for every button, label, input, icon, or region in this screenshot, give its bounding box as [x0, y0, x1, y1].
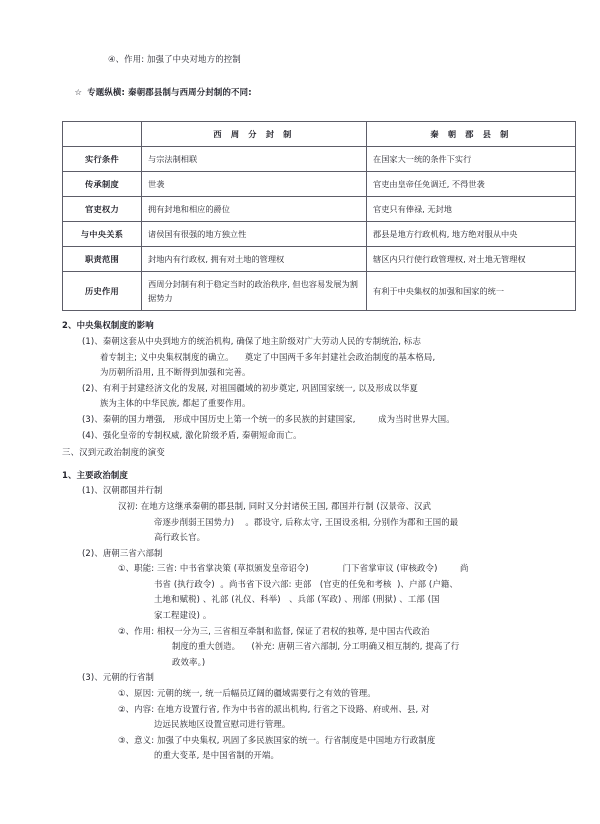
section-3-heading: 三、汉到元政治制度的演变 [62, 447, 165, 458]
tang-function-line-4: 家工程建设) 。 [154, 610, 212, 621]
header-cell-zhou: 西 周 分 封 制 [142, 122, 367, 147]
han-system-line-3: 高行政长官。 [154, 532, 206, 543]
topic-heading [62, 70, 538, 117]
row-cell-qin: 有利于中央集权的加强和国家的统一 [367, 272, 576, 311]
header-cell-qin: 秦 朝 郡 县 制 [367, 122, 576, 147]
tang-function-line-2: 书省 (执行政令) 。尚书省下设六部: 吏部 (官吏的任免和考核 )、户部 (户籍、 [154, 578, 458, 589]
han-system-line-2: 帝逐步削弱王国势力) 。郡设守, 后称太守, 王国设丞相, 分别作为郡和王国的最 [154, 516, 459, 527]
row-cell-qin: 辖区内只行使行政管理权, 对土地无管理权 [367, 247, 576, 272]
table-row [63, 197, 576, 222]
yuan-significance-line-1: ③、意义: 加强了中央集权, 巩固了多民族国家的统一。行省制度是中国地方行政制度 [118, 734, 436, 745]
tang-effect-line-2: 制度的重大创造。 (补充: 唐朝三省六部制, 分工明确又相互制约, 提高了行 [172, 641, 460, 652]
row-cell-zhou: 拥有封地和相应的爵位 [142, 197, 367, 222]
han-system-line-1: 汉初: 在地方这继承秦朝的郡县制, 同时又分封诸侯王国, 郡国并行制 (汉景帝、汉武 [118, 500, 432, 511]
section-2-item-1: (1)、秦朝这套从中央到地方的统治机构, 确保了地主阶级对广大劳动人民的专制统治, 标志 [82, 335, 421, 346]
header-cell-blank [63, 122, 142, 147]
section-2-item-1-cont-1: 着专制主; 义中央集权制度的确立。 奠定了中国两千多年封建社会政治制度的基本格局, [100, 351, 436, 362]
tang-system-title: (2)、唐朝三省六部制 [82, 547, 163, 558]
row-cell-qin: 官吏只有俸禄, 无封地 [367, 197, 576, 222]
yuan-content-line-1: ②、内容: 在地方设置行省, 作为中书省的派出机构, 行省之下设路、府或州、县, 对 [118, 703, 430, 714]
table-row [63, 272, 576, 311]
star-icon: ☆ [74, 87, 83, 98]
intro-item-4: ④、作用: 加强了中央对地方的控制 [108, 54, 241, 64]
row-cell-zhou: 世袭 [142, 172, 367, 197]
tang-function-line-3: 土地和赋税) 、礼部 (礼仪、科举) 、兵部 (军政) 、刑部 (刑狱) 、工部 (国 [154, 594, 440, 605]
table-row [63, 247, 576, 272]
section-2-item-4: (4)、强化皇帝的专制权威, 激化阶级矛盾, 秦朝短命而亡。 [82, 429, 302, 440]
yuan-content-line-2: 边远民族地区设置宣慰司进行管理。 [154, 719, 291, 730]
row-cell-qin: 在国家大一统的条件下实行 [367, 147, 576, 172]
row-cell-zhou: 与宗法制相联 [142, 147, 367, 172]
section-3-sub-heading: 1、主要政治制度 [62, 469, 129, 480]
row-cell-qin: 郡县是地方行政机构, 地方绝对服从中央 [367, 222, 576, 247]
yuan-system-title: (3)、元朝的行省制 [82, 672, 154, 683]
yuan-reason-line: ①、原因: 元朝的统一, 统一后幅员辽阔的疆域需要行之有效的管理。 [118, 688, 376, 699]
row-label: 官吏权力 [63, 197, 142, 222]
tang-function-line-1: ①、职能: 三省: 中书省掌决策 (草拟颁发皇帝诏令) 门下省掌审议 (审核政令) 尚 [118, 563, 469, 574]
row-cell-zhou: 诸侯国有很强的地方独立性 [142, 222, 367, 247]
section-2-item-2-cont: 族为主体的中华民族, 都起了重要作用。 [100, 398, 251, 409]
section-2-heading: 2、中央集权制度的影响 [62, 320, 154, 331]
yuan-significance-line-2: 的重大变革, 是中国省制的开端。 [154, 750, 279, 761]
table-row [63, 147, 576, 172]
topic-heading-text: 专题纵横: 秦朝郡县制与西周分封制的不同: [87, 87, 252, 98]
comparison-table [62, 121, 576, 311]
row-label: 历史作用 [63, 272, 142, 311]
row-cell-qin: 官吏由皇帝任免调迁, 不得世袭 [367, 172, 576, 197]
row-label: 与中央关系 [63, 222, 142, 247]
row-label: 职责范围 [63, 247, 142, 272]
han-system-title: (1)、汉朝郡国并行制 [82, 485, 163, 496]
table-row [63, 222, 576, 247]
tang-effect-line-3: 政效率。) [172, 656, 206, 667]
row-cell-zhou: 西周分封制有利于稳定当时的政治秩序, 但也容易发展为割据势力 [142, 272, 367, 311]
row-label: 传承制度 [63, 172, 142, 197]
section-2-item-1-cont-2: 为历朝所沿用, 且不断得到加强和完善。 [100, 367, 251, 378]
table-row [63, 172, 576, 197]
section-2-item-3: (3)、秦朝的国力增强, 形成中国历史上第一个统一的多民族的封建国家, 成为当时世界大国。 [82, 413, 455, 424]
row-label: 实行条件 [63, 147, 142, 172]
row-cell-zhou: 封地内有行政权, 拥有对土地的管理权 [142, 247, 367, 272]
tang-effect-line-1: ②、作用: 相权一分为三, 三省相互牵制和监督, 保证了君权的独尊, 是中国古代政治 [118, 625, 430, 636]
table-header-row [63, 122, 576, 147]
section-2-item-2: (2)、有利于封建经济文化的发展, 对祖国疆域的初步奠定, 巩固国家统一, 以及形成以华夏 [82, 382, 419, 393]
